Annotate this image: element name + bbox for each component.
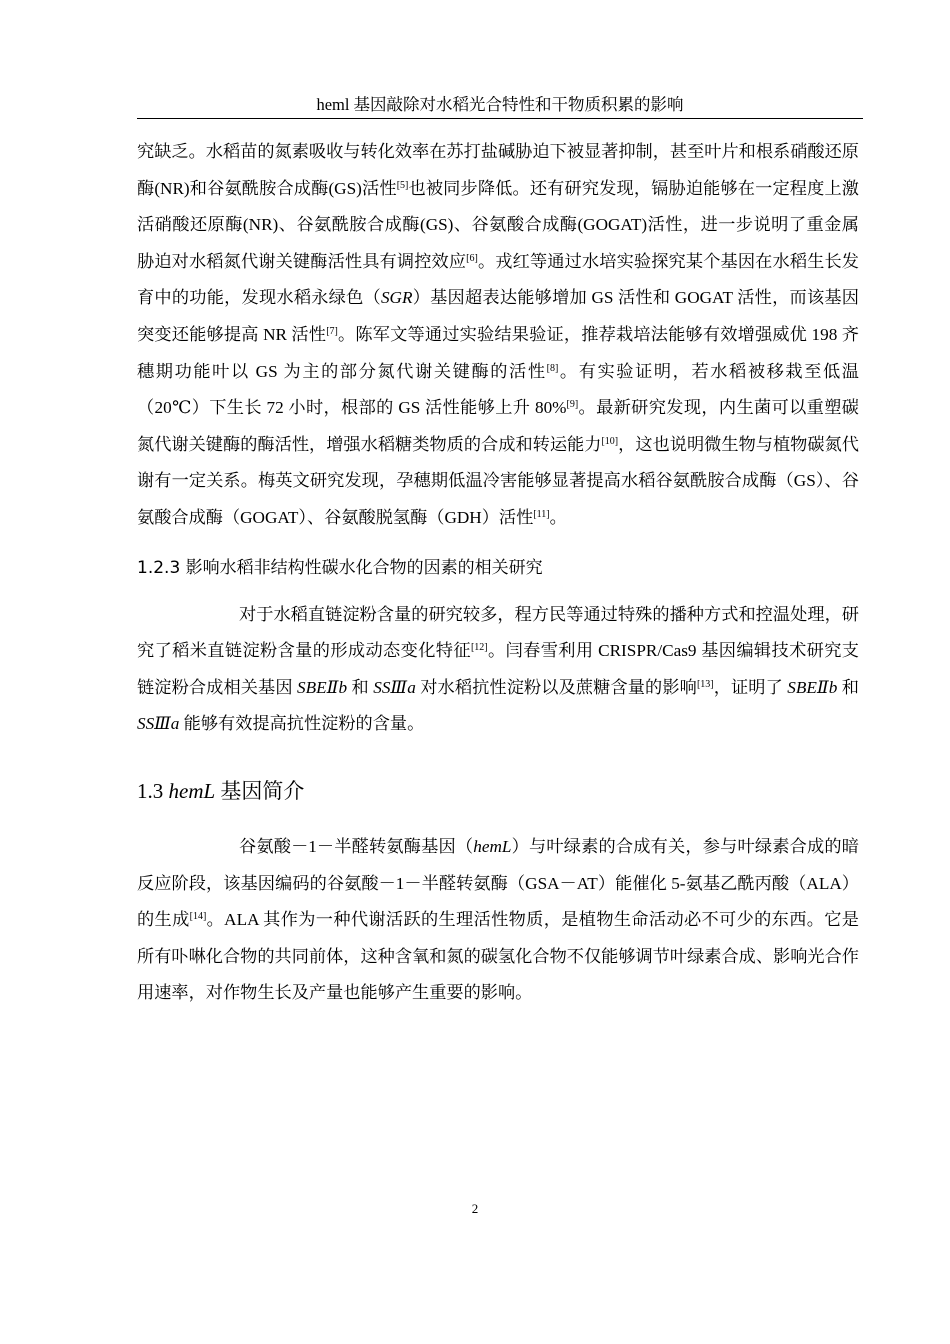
paragraph-amylose: [137, 597, 859, 743]
text-run: 。最新研究发现，内生菌可以重塑碳氮代谢关键酶的酶活性，增强水稻糖类物质的合成和转运能力: [137, 398, 859, 454]
text-run: 。有实验证明，若水稻被移栽至低温（20℃）下生长 72 小时，根部的 GS 活性能够上升 80%: [137, 361, 859, 418]
text-run: 究缺乏。水稻苗的氮素吸收与转化效率在苏打盐碱胁迫下被显著抑制，甚至叶片和根系硝酸还原酶(NR)和谷氨酰胺合成酶(GS)活性: [137, 142, 859, 198]
citation-ref: [10]: [601, 435, 619, 447]
text-run: 和: [347, 677, 374, 697]
section-number: 1.3: [137, 778, 164, 803]
paragraph-nitrogen-metabolism: [137, 134, 859, 537]
section-gene-name: hemL: [168, 778, 216, 803]
text-run: ，这也说明微生物与植物碳氮代谢有一定关系。梅英文研究发现，孕穗期低温冷害能够显著提高水稻谷氨酰胺合成酶（GS）、谷氨酸合成酶（GOGAT）、谷氨酸脱氢酶（GDH）活性: [137, 434, 859, 527]
citation-ref: [6]: [466, 252, 478, 264]
text-run: ，证明了: [713, 677, 788, 697]
gene-name: hemL: [473, 836, 512, 856]
section-heading: [137, 773, 859, 809]
text-run: 。闫春雪利用 CRISPR/Cas9 基因编辑技术研究支链淀粉合成相关基因: [137, 641, 859, 697]
citation-ref: [14]: [189, 911, 207, 923]
text-run: 也被同步降低。还有研究发现，镉胁迫能够在一定程度上激活硝酸还原酶(NR)、谷氨酰胺合成酶(GS)、谷氨酸合成酶(GOGAT)活性，进一步说明了重金属胁迫对水稻氮代谢关键酶活性具有调控效应: [137, 178, 859, 271]
gene-name: SBEⅡb: [297, 677, 348, 697]
subsection-heading: 1.2.3 影响水稻非结构性碳水化合物的因素的相关研究: [137, 557, 543, 578]
running-header: heml 基因敲除对水稻光合特性和干物质积累的影响: [316, 95, 684, 114]
gene-name: SGR: [380, 288, 413, 308]
text-run: 。戎红等通过水培实验探究某个基因在水稻生长发育中的功能，发现水稻永绿色（: [137, 251, 859, 308]
citation-ref: [9]: [566, 399, 579, 411]
text-run: 谷氨酸－1－半醛转氨酶基因（: [239, 836, 474, 856]
page-body: [137, 134, 859, 1012]
text-run: 。: [549, 507, 567, 527]
citation-ref: [8]: [546, 362, 559, 374]
gene-name: SBEⅡb: [787, 677, 838, 697]
citation-ref: [13]: [696, 678, 714, 690]
text-run: ）基因超表达能够增加 GS 活性和 GOGAT 活性，而该基因突变还能够提高 NR 活性: [137, 288, 859, 344]
page-number: 2: [471, 1201, 479, 1216]
paragraph-heml-gene: [137, 829, 859, 1012]
section-title: 基因简介: [220, 778, 305, 803]
header-rule: [137, 118, 863, 119]
gene-name: SSⅢa: [373, 677, 416, 697]
text-run: 。ALA 其作为一种代谢活跃的生理活性物质，是植物生命活动必不可少的东西。它是所有卟啉化合物的共同前体，这种含氧和氮的碳氢化合物不仅能够调节叶绿素合成、影响光合作用速率，对作物生长及产量也能够产生重要的影响。: [137, 910, 859, 1003]
text-run: 对于水稻直链淀粉含量的研究较多，程方民等通过特殊的播种方式和控温处理，研究了稻米直链淀粉含量的形成动态变化特征: [137, 604, 859, 661]
citation-ref: [12]: [470, 642, 488, 654]
text-run: 。陈军文等通过实验结果验证，推荐栽培法能够有效增强威优 198 齐穗期功能叶以 GS 为主的部分氮代谢关键酶的活性: [137, 324, 859, 381]
gene-name: SSⅢa: [137, 714, 180, 734]
citation-ref: [11]: [533, 508, 550, 520]
text-run: 能够有效提高抗性淀粉的含量。: [179, 714, 425, 734]
text-run: 对水稻抗性淀粉以及蔗糖含量的影响: [415, 677, 697, 697]
citation-ref: [5]: [396, 179, 409, 191]
text-run: ）与叶绿素的合成有关，参与叶绿素合成的暗反应阶段，该基因编码的谷氨酸－1－半醛转氨酶（GSA－AT）能催化 5-氨基乙酰丙酸（ALA）的生成: [137, 836, 859, 930]
text-run: 和: [837, 677, 859, 697]
citation-ref: [7]: [326, 325, 338, 337]
